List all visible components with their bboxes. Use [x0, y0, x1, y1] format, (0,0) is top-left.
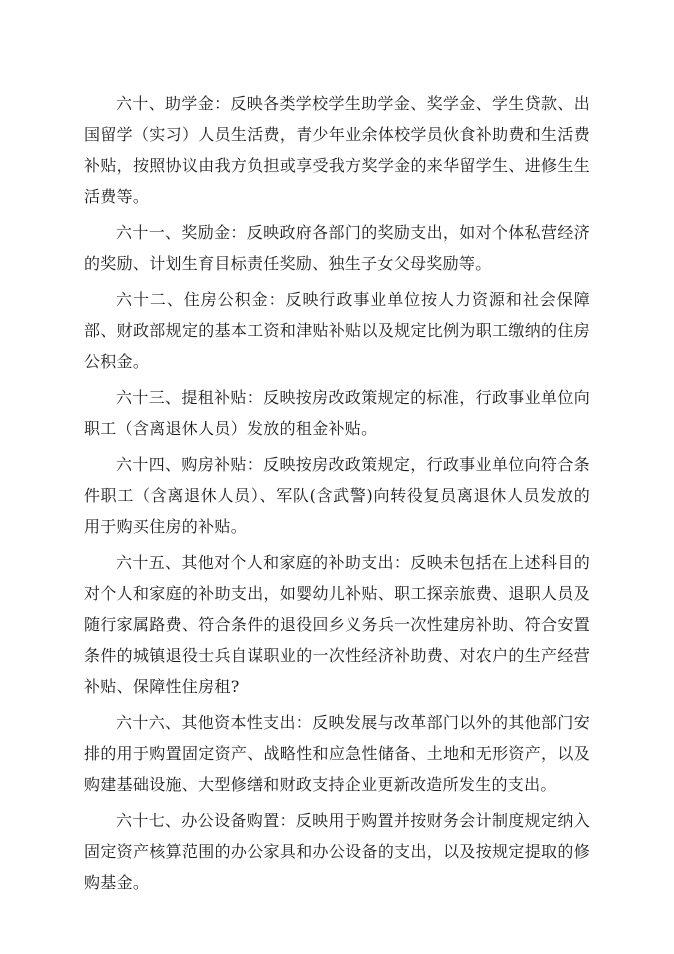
paragraph-62: 六十二、住房公积金：反映行政事业单位按人力资源和社会保障部、财政部规定的基本工资和津贴补贴以及规定比例为职工缴纳的住房公积金。 [84, 290, 590, 371]
paragraph-67: 六十七、办公设备购置：反映用于购置并按财务会计制度规定纳入固定资产核算范围的办公家具和办公设备的支出，以及按规定提取的修购基金。 [84, 811, 590, 892]
paragraph-60: 六十、助学金：反映各类学校学生助学金、奖学金、学生贷款、出国留学（实习）人员生活费，青少年业余体校学员伙食补助费和生活费补贴，按照协议由我方负担或享受我方奖学金的来华留学生、进修生生活费等。 [84, 94, 590, 206]
paragraph-63: 六十三、提租补贴：反映按房改政策规定的标准，行政事业单位向职工（含离退休人员）发放的租金补贴。 [84, 388, 590, 438]
document-body [84, 88, 590, 903]
paragraph-66: 六十六、其他资本性支出：反映发展与改革部门以外的其他部门安排的用于购置固定资产、战略性和应急性储备、土地和无形资产，以及购建基础设施、大型修缮和财政支持企业更新改造所发生的支出。 [84, 713, 590, 794]
paragraph-65: 六十五、其他对个人和家庭的补助支出：反映未包括在上述科目的对个人和家庭的补助支出，如婴幼儿补贴、职工探亲旅费、退职人员及随行家属路费、符合条件的退役回乡义务兵一次性建房补助、符合安置条件的城镇退役士兵自谋职业的一次性经济补助费、对农户的生产经营补贴、保障性住房租? [84, 553, 590, 696]
paragraph-64: 六十四、购房补贴：反映按房改政策规定，行政事业单位向符合条件职工（含离退休人员）、军队(含武警)向转役复员离退休人员发放的用于购买住房的补贴。 [84, 455, 590, 536]
paragraph-61: 六十一、奖励金：反映政府各部门的奖励支出，如对个体私营经济的奖励、计划生育目标责任奖励、独生子女父母奖励等。 [84, 223, 590, 273]
